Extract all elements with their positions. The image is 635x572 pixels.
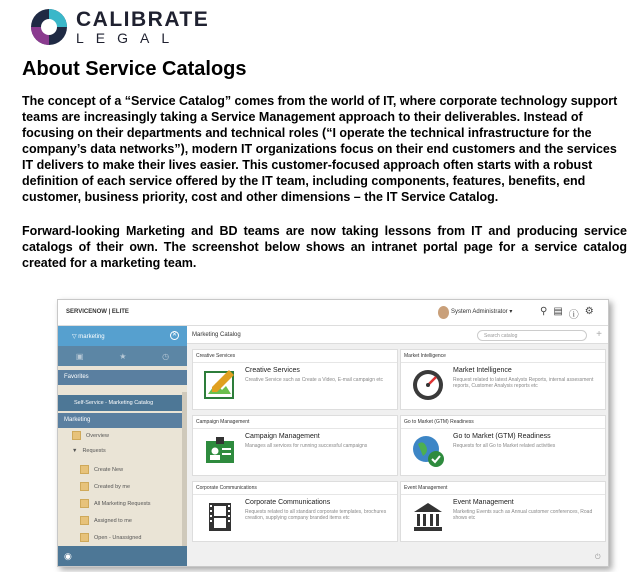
paragraph-marketing: Forward-looking Marketing and BD teams are now taking lessons from IT and producing service catalogs of their own. The screenshot below shows an intranet portal page for a service catalog created for a marketing team. xyxy=(22,224,627,270)
card-category: Market Intelligence xyxy=(404,353,446,359)
card-category: Go to Market (GTM) Readiness xyxy=(404,419,474,425)
card-name: Market Intelligence xyxy=(453,367,512,374)
card-name: Campaign Management xyxy=(245,433,320,440)
power-icon[interactable]: ⏻ xyxy=(595,554,601,561)
film-icon xyxy=(203,500,237,534)
sidebar-item-assigned-to-me[interactable]: Assigned to me xyxy=(80,516,132,525)
gear-icon[interactable]: ⚙ xyxy=(584,306,594,317)
search-input[interactable] xyxy=(477,330,587,341)
card-name: Event Management xyxy=(453,499,514,506)
filter-input[interactable] xyxy=(58,326,187,346)
clear-filter-icon[interactable]: ✕ xyxy=(171,332,178,338)
portal-topbar xyxy=(58,300,608,326)
catalog-card-market-intel[interactable] xyxy=(400,349,606,410)
card-desc: Requests for all Go to Market related activities xyxy=(453,443,556,449)
logo-name-top: CALIBRATE xyxy=(76,8,210,31)
add-icon[interactable]: + xyxy=(596,329,602,340)
help-icon[interactable]: ⓘ xyxy=(568,310,579,321)
search-placeholder: Search catalog xyxy=(484,333,518,339)
card-category: Creative Services xyxy=(196,353,236,359)
card-category: Campaign Management xyxy=(196,419,250,425)
tab-history-icon[interactable]: ◷ xyxy=(162,351,170,361)
card-desc: Manages all services for running successful campaigns xyxy=(245,443,368,449)
company-logo xyxy=(30,8,209,46)
catalog-card-creative[interactable] xyxy=(192,349,398,410)
catalog-card-gtm[interactable] xyxy=(400,415,606,476)
favorite-item[interactable] xyxy=(58,395,187,411)
nav-sidebar xyxy=(58,326,187,567)
avatar[interactable] xyxy=(438,306,449,319)
module-icon xyxy=(80,482,89,491)
card-category: Corporate Communications xyxy=(196,485,257,491)
catalog-card-corp-comms[interactable] xyxy=(192,481,398,542)
portal-screenshot xyxy=(57,299,609,567)
sidebar-item-overview[interactable]: Overview xyxy=(72,431,109,440)
chat-icon[interactable]: ▤ xyxy=(553,306,563,317)
collapse-icon[interactable]: ◉ xyxy=(64,551,72,561)
caret-down-icon: ▼ xyxy=(72,448,78,454)
building-icon xyxy=(411,500,445,534)
calibrate-logo-icon xyxy=(30,8,68,46)
filter-icon: ▽ xyxy=(72,334,77,340)
card-name: Go to Market (GTM) Readiness xyxy=(453,433,551,440)
favorites-header: Favorites xyxy=(58,370,187,385)
sidebar-item-open-unassigned[interactable]: Open - Unassigned xyxy=(80,533,141,542)
card-desc: Marketing Events such as Annual customer conferences, Road shows etc xyxy=(453,509,593,521)
favorite-item-label: Self-Service - Marketing Catalog xyxy=(74,400,154,406)
tab-favorites-icon[interactable]: ★ xyxy=(119,351,127,361)
filter-text: marketing xyxy=(78,334,105,340)
tab-all-apps-icon[interactable]: ▣ xyxy=(75,351,84,361)
gauge-icon xyxy=(411,368,445,402)
page-heading: About Service Catalogs xyxy=(22,58,247,80)
portal-brand: SERVICENOW | ELITE xyxy=(66,309,129,315)
id-card-icon xyxy=(203,434,237,468)
card-desc: Requests related to all standard corporate templates, brochures creation, supplying company branded items etc xyxy=(245,509,387,521)
search-icon[interactable]: ⚲ xyxy=(540,306,548,317)
sidebar-footer xyxy=(58,546,187,567)
sidebar-item-created-by-me[interactable]: Created by me xyxy=(80,482,130,491)
logo-name-bottom: LEGAL xyxy=(76,30,182,46)
module-icon xyxy=(80,465,89,474)
module-icon xyxy=(80,516,89,525)
module-icon xyxy=(80,533,89,542)
breadcrumb-label: Marketing Catalog xyxy=(192,332,241,338)
card-desc: Request related to latest Analysts Reports, internal assessment reports, Customer Analysis reports etc xyxy=(453,377,594,389)
user-menu[interactable]: System Administrator ▾ xyxy=(451,309,513,315)
paragraph-intro: The concept of a “Service Catalog” comes from the world of IT, where corporate technology support teams are increasingly taking a Service Management approach to their deliverables. Instead of focusing on their departments and technical roles (“I operate the technical infrastructure for the company’s data networks”), modern IT organizations focus on their end customers and the services IT delivers to make their lives easier. This customer-focused approach often starts with a robust definition of each service offered by the IT team, including components, features, benefits, end customer, business priority, cost and other dimensions – the IT Service Catalog. xyxy=(22,94,618,204)
card-desc: Creative Service such as Create a Video, E-mail campaign etc xyxy=(245,377,384,383)
globe-check-icon xyxy=(411,434,445,468)
catalog-main xyxy=(187,326,608,567)
module-icon xyxy=(72,431,81,440)
module-icon xyxy=(80,499,89,508)
catalog-card-events[interactable] xyxy=(400,481,606,542)
paint-icon xyxy=(203,368,237,402)
card-name: Corporate Communications xyxy=(245,499,331,506)
sidebar-item-requests[interactable]: ▼ Requests xyxy=(72,448,106,454)
marketing-section-header: Marketing xyxy=(58,413,187,428)
breadcrumb xyxy=(187,326,608,344)
card-name: Creative Services xyxy=(245,367,300,374)
sidebar-item-all-requests[interactable]: All Marketing Requests xyxy=(80,499,151,508)
catalog-card-campaign[interactable] xyxy=(192,415,398,476)
sidebar-item-create-new[interactable]: Create New xyxy=(80,465,123,474)
card-category: Event Management xyxy=(404,485,448,491)
